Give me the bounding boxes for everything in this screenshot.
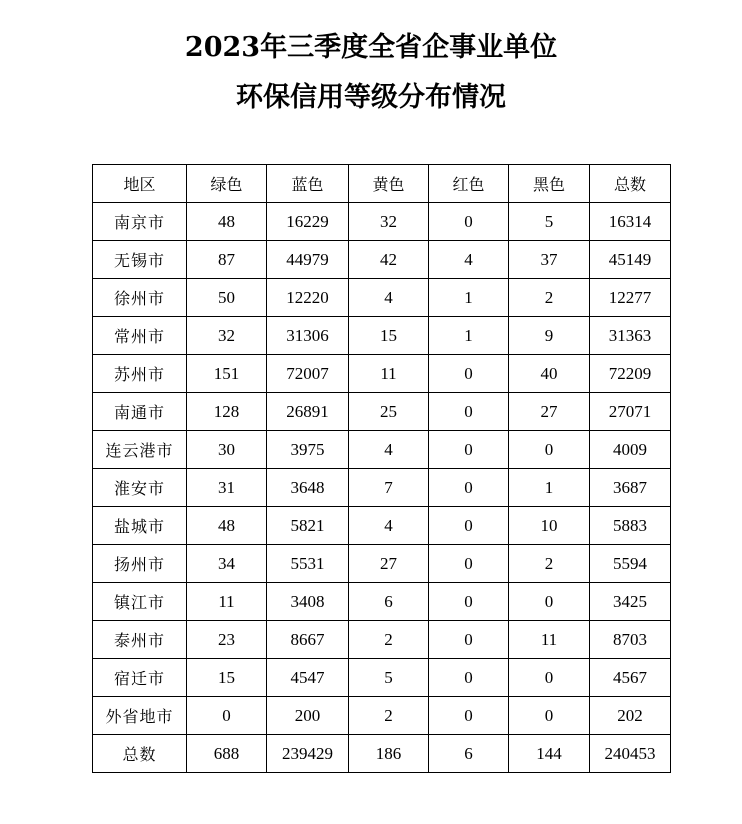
cell-green: 0 [187, 697, 267, 735]
cell-yellow: 6 [349, 583, 429, 621]
table-body [93, 203, 671, 773]
cell-black: 40 [509, 355, 590, 393]
table-row [93, 507, 671, 545]
cell-red: 4 [429, 241, 509, 279]
cell-region: 盐城市 [93, 507, 187, 545]
column-header-black: 黑色 [509, 165, 590, 203]
table-row [93, 621, 671, 659]
cell-red: 0 [429, 507, 509, 545]
column-header-yellow: 黄色 [349, 165, 429, 203]
column-header-green: 绿色 [187, 165, 267, 203]
cell-total: 8703 [590, 621, 671, 659]
cell-green: 34 [187, 545, 267, 583]
cell-black: 0 [509, 583, 590, 621]
cell-blue: 200 [267, 697, 349, 735]
cell-red: 1 [429, 317, 509, 355]
cell-blue: 26891 [267, 393, 349, 431]
credit-rating-table [92, 164, 671, 773]
cell-black: 37 [509, 241, 590, 279]
cell-total: 12277 [590, 279, 671, 317]
cell-total: 45149 [590, 241, 671, 279]
cell-red: 0 [429, 659, 509, 697]
cell-yellow: 5 [349, 659, 429, 697]
column-header-region: 地区 [93, 165, 187, 203]
cell-green: 688 [187, 735, 267, 773]
cell-green: 31 [187, 469, 267, 507]
cell-blue: 3648 [267, 469, 349, 507]
table-row [93, 279, 671, 317]
cell-blue: 8667 [267, 621, 349, 659]
table-row [93, 241, 671, 279]
cell-region: 无锡市 [93, 241, 187, 279]
cell-yellow: 186 [349, 735, 429, 773]
cell-red: 0 [429, 469, 509, 507]
cell-green: 48 [187, 507, 267, 545]
cell-yellow: 2 [349, 621, 429, 659]
cell-red: 6 [429, 735, 509, 773]
cell-yellow: 4 [349, 507, 429, 545]
cell-total: 72209 [590, 355, 671, 393]
cell-total: 4567 [590, 659, 671, 697]
cell-black: 0 [509, 659, 590, 697]
cell-green: 48 [187, 203, 267, 241]
cell-region: 常州市 [93, 317, 187, 355]
cell-blue: 5821 [267, 507, 349, 545]
cell-total: 27071 [590, 393, 671, 431]
cell-region: 泰州市 [93, 621, 187, 659]
cell-yellow: 7 [349, 469, 429, 507]
cell-region: 苏州市 [93, 355, 187, 393]
cell-blue: 3408 [267, 583, 349, 621]
cell-red: 0 [429, 431, 509, 469]
cell-blue: 12220 [267, 279, 349, 317]
cell-region: 镇江市 [93, 583, 187, 621]
cell-black: 144 [509, 735, 590, 773]
cell-total: 31363 [590, 317, 671, 355]
cell-yellow: 42 [349, 241, 429, 279]
cell-region: 连云港市 [93, 431, 187, 469]
cell-black: 1 [509, 469, 590, 507]
table-row [93, 431, 671, 469]
cell-region: 外省地市 [93, 697, 187, 735]
cell-red: 0 [429, 621, 509, 659]
cell-region: 南通市 [93, 393, 187, 431]
cell-yellow: 11 [349, 355, 429, 393]
table-row [93, 583, 671, 621]
document-title-line-2: 环保信用等级分布情况 [236, 82, 506, 113]
table-row [93, 545, 671, 583]
cell-total: 4009 [590, 431, 671, 469]
cell-green: 50 [187, 279, 267, 317]
cell-green: 32 [187, 317, 267, 355]
cell-region: 淮安市 [93, 469, 187, 507]
cell-black: 0 [509, 431, 590, 469]
cell-region: 扬州市 [93, 545, 187, 583]
cell-region: 徐州市 [93, 279, 187, 317]
cell-red: 0 [429, 545, 509, 583]
cell-green: 11 [187, 583, 267, 621]
cell-blue: 239429 [267, 735, 349, 773]
column-header-red: 红色 [429, 165, 509, 203]
cell-red: 0 [429, 583, 509, 621]
cell-total: 5594 [590, 545, 671, 583]
cell-total: 16314 [590, 203, 671, 241]
cell-yellow: 32 [349, 203, 429, 241]
cell-yellow: 2 [349, 697, 429, 735]
cell-total: 240453 [590, 735, 671, 773]
cell-green: 128 [187, 393, 267, 431]
cell-blue: 4547 [267, 659, 349, 697]
cell-red: 1 [429, 279, 509, 317]
cell-blue: 44979 [267, 241, 349, 279]
cell-yellow: 15 [349, 317, 429, 355]
cell-blue: 72007 [267, 355, 349, 393]
cell-green: 151 [187, 355, 267, 393]
cell-black: 2 [509, 279, 590, 317]
table-row [93, 393, 671, 431]
cell-green: 23 [187, 621, 267, 659]
cell-total: 3687 [590, 469, 671, 507]
table-row [93, 203, 671, 241]
cell-yellow: 25 [349, 393, 429, 431]
cell-green: 15 [187, 659, 267, 697]
cell-region: 总数 [93, 735, 187, 773]
cell-red: 0 [429, 355, 509, 393]
cell-red: 0 [429, 203, 509, 241]
table-row [93, 697, 671, 735]
cell-black: 27 [509, 393, 590, 431]
cell-yellow: 4 [349, 279, 429, 317]
column-header-blue: 蓝色 [267, 165, 349, 203]
document-title-line-1: 2023年三季度全省企事业单位 [184, 32, 558, 63]
cell-blue: 5531 [267, 545, 349, 583]
cell-red: 0 [429, 697, 509, 735]
cell-black: 11 [509, 621, 590, 659]
table-header-row [93, 165, 671, 203]
cell-black: 0 [509, 697, 590, 735]
cell-blue: 31306 [267, 317, 349, 355]
column-header-total: 总数 [590, 165, 671, 203]
cell-red: 0 [429, 393, 509, 431]
table-row [93, 469, 671, 507]
table-row [93, 355, 671, 393]
cell-black: 2 [509, 545, 590, 583]
table-row [93, 659, 671, 697]
cell-total: 202 [590, 697, 671, 735]
cell-blue: 3975 [267, 431, 349, 469]
cell-black: 10 [509, 507, 590, 545]
cell-black: 5 [509, 203, 590, 241]
cell-black: 9 [509, 317, 590, 355]
table-total-row [93, 735, 671, 773]
cell-green: 87 [187, 241, 267, 279]
cell-region: 南京市 [93, 203, 187, 241]
table-row [93, 317, 671, 355]
cell-region: 宿迁市 [93, 659, 187, 697]
cell-total: 5883 [590, 507, 671, 545]
cell-blue: 16229 [267, 203, 349, 241]
cell-green: 30 [187, 431, 267, 469]
cell-total: 3425 [590, 583, 671, 621]
cell-yellow: 27 [349, 545, 429, 583]
cell-yellow: 4 [349, 431, 429, 469]
